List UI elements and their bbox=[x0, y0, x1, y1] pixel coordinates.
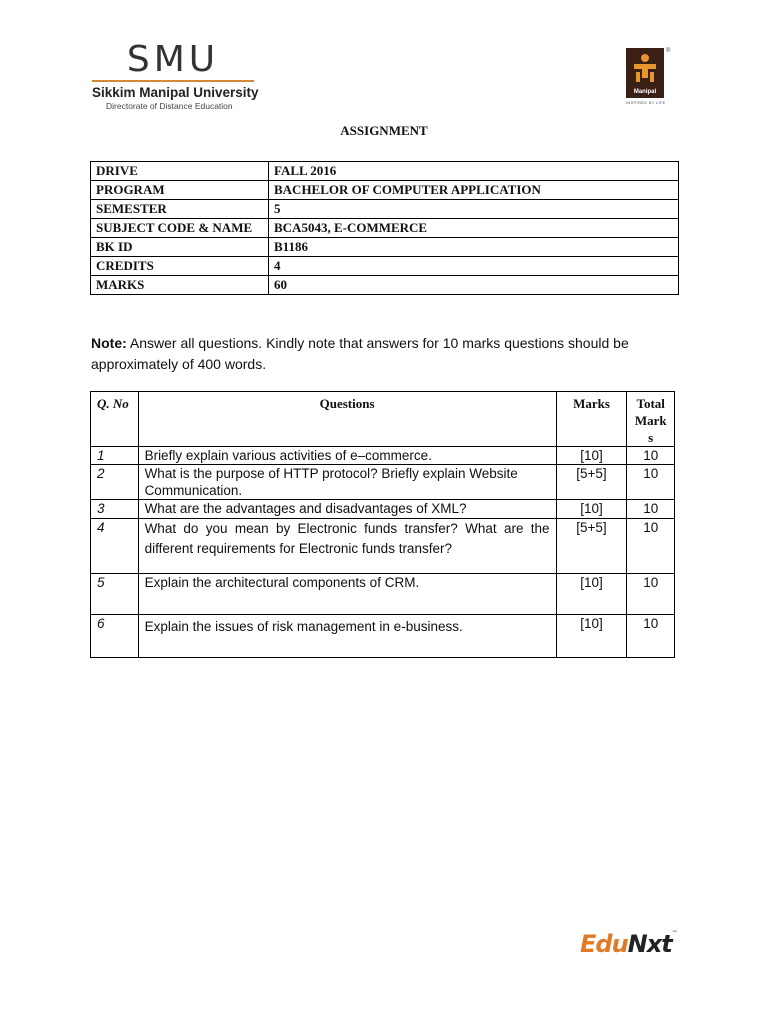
question-text: What do you mean by Electronic funds transfer? What are the different requirements for Electronic funds transfer? bbox=[138, 519, 556, 574]
table-row bbox=[91, 519, 675, 574]
info-value: BACHELOR OF COMPUTER APPLICATION bbox=[269, 181, 679, 200]
question-text: What are the advantages and disadvantages of XML? bbox=[138, 500, 556, 519]
question-text: What is the purpose of HTTP protocol? Briefly explain Website Communication. bbox=[138, 465, 556, 500]
header-total-marks: Total Mark s bbox=[627, 392, 675, 447]
table-row bbox=[91, 500, 675, 519]
info-label: CREDITS bbox=[91, 257, 269, 276]
table-row bbox=[91, 219, 679, 238]
question-marks: [10] bbox=[556, 574, 627, 615]
info-label: SUBJECT CODE & NAME bbox=[91, 219, 269, 238]
info-label: DRIVE bbox=[91, 162, 269, 181]
edunext-logo-edu: Edu bbox=[580, 930, 628, 958]
question-total: 10 bbox=[627, 615, 675, 658]
smu-logo bbox=[92, 39, 262, 111]
question-number: 5 bbox=[91, 574, 139, 615]
table-row bbox=[91, 447, 675, 465]
question-number: 1 bbox=[91, 447, 139, 465]
trademark-mark: ™ bbox=[671, 930, 677, 937]
question-text: Explain the architectural components of CRM. bbox=[138, 574, 556, 615]
edunext-logo bbox=[580, 930, 677, 958]
header-qno: Q. No bbox=[91, 392, 139, 447]
info-value: 5 bbox=[269, 200, 679, 219]
question-total: 10 bbox=[627, 447, 675, 465]
edunext-logo-next: Nxt bbox=[627, 930, 672, 958]
table-row bbox=[91, 238, 679, 257]
note-label: Note: bbox=[91, 335, 127, 351]
table-row bbox=[91, 574, 675, 615]
question-marks: [5+5] bbox=[556, 465, 627, 500]
question-number: 4 bbox=[91, 519, 139, 574]
question-total: 10 bbox=[627, 574, 675, 615]
manipal-emblem-icon bbox=[626, 48, 664, 98]
question-text: Briefly explain various activities of e–commerce. bbox=[138, 447, 556, 465]
question-marks: [10] bbox=[556, 500, 627, 519]
question-total: 10 bbox=[627, 465, 675, 500]
assignment-info-table bbox=[90, 161, 679, 295]
smu-university-name: Sikkim Manipal University bbox=[92, 85, 259, 100]
info-label: BK ID bbox=[91, 238, 269, 257]
question-marks: [10] bbox=[556, 447, 627, 465]
table-row bbox=[91, 257, 679, 276]
question-total: 10 bbox=[627, 500, 675, 519]
info-value: 60 bbox=[269, 276, 679, 295]
question-number: 6 bbox=[91, 615, 139, 658]
table-row bbox=[91, 615, 675, 658]
question-text: Explain the issues of risk management in e-business. bbox=[138, 615, 556, 658]
question-marks: [10] bbox=[556, 615, 627, 658]
question-total: 10 bbox=[627, 519, 675, 574]
table-row bbox=[91, 200, 679, 219]
table-row bbox=[91, 181, 679, 200]
info-label: SEMESTER bbox=[91, 200, 269, 219]
table-header-row bbox=[91, 392, 675, 447]
smu-logo-rule bbox=[92, 80, 254, 82]
info-value: 4 bbox=[269, 257, 679, 276]
header-questions: Questions bbox=[138, 392, 556, 447]
question-number: 3 bbox=[91, 500, 139, 519]
manipal-name: Manipal bbox=[633, 89, 657, 95]
manipal-logo bbox=[626, 48, 672, 105]
info-value: B1186 bbox=[269, 238, 679, 257]
info-label: MARKS bbox=[91, 276, 269, 295]
info-value: BCA5043, E-COMMERCE bbox=[269, 219, 679, 238]
table-row bbox=[91, 465, 675, 500]
page-title: ASSIGNMENT bbox=[340, 123, 428, 138]
smu-directorate: Directorate of Distance Education bbox=[106, 101, 233, 111]
instructions-note bbox=[91, 333, 691, 375]
table-row bbox=[91, 276, 679, 295]
header-marks: Marks bbox=[556, 392, 627, 447]
note-text: Answer all questions. Kindly note that answers for 10 marks questions should be approximately of 400 words. bbox=[91, 335, 629, 372]
question-number: 2 bbox=[91, 465, 139, 500]
question-marks: [5+5] bbox=[556, 519, 627, 574]
questions-table bbox=[90, 391, 675, 658]
table-row bbox=[91, 162, 679, 181]
registered-mark: ® bbox=[666, 48, 671, 54]
smu-wordmark: SMU bbox=[126, 39, 220, 80]
info-value: FALL 2016 bbox=[269, 162, 679, 181]
info-label: PROGRAM bbox=[91, 181, 269, 200]
manipal-tagline: INSPIRED BY LIFE bbox=[626, 100, 666, 105]
